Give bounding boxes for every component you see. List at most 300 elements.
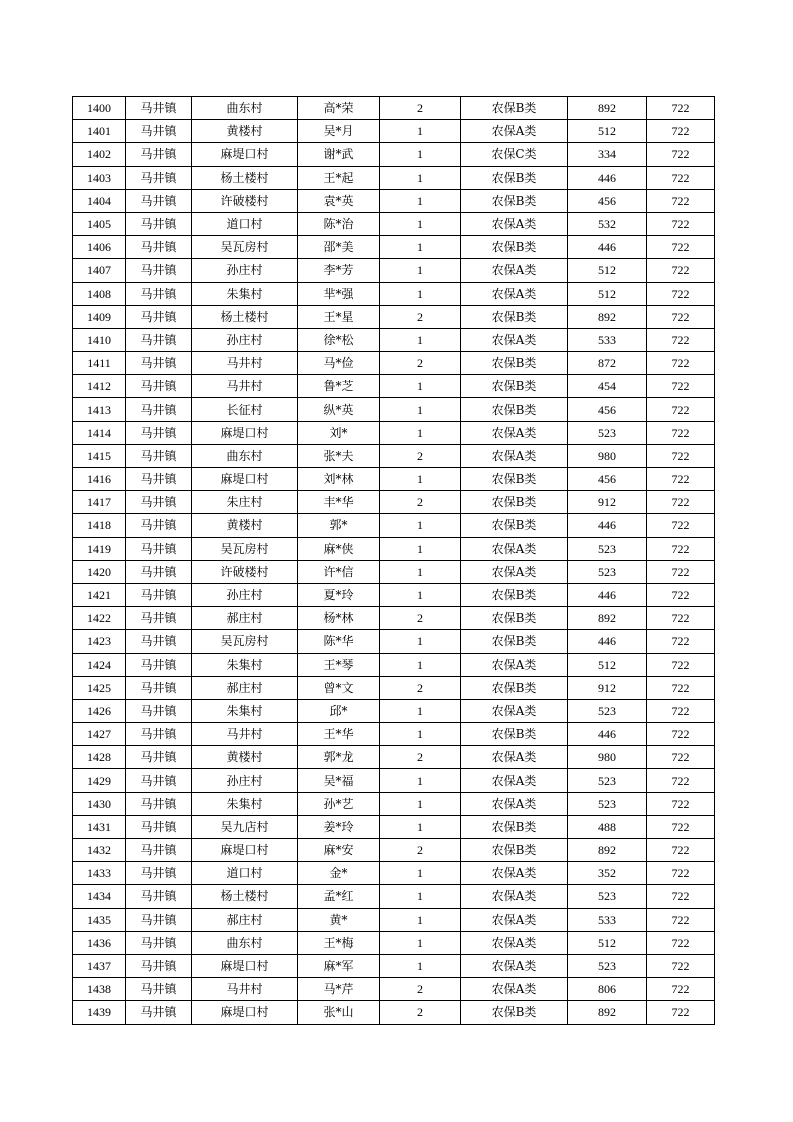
town-cell: 马井镇 [126,537,192,560]
town-cell: 马井镇 [126,978,192,1001]
table-row [73,653,715,676]
table-row [73,954,715,977]
amount-cell: 892 [568,305,647,328]
table-row [73,931,715,954]
standard-cell: 722 [647,189,715,212]
amount-cell: 523 [568,699,647,722]
village-cell: 马井村 [192,352,298,375]
village-cell: 吴瓦房村 [192,537,298,560]
standard-cell: 722 [647,885,715,908]
serial-cell: 1400 [73,97,126,120]
count-cell: 1 [380,885,461,908]
count-cell: 1 [380,468,461,491]
serial-cell: 1410 [73,328,126,351]
amount-cell: 523 [568,560,647,583]
name-cell: 吴*月 [298,120,380,143]
village-cell: 麻堤口村 [192,1001,298,1024]
table-row [73,143,715,166]
town-cell: 马井镇 [126,746,192,769]
standard-cell: 722 [647,723,715,746]
village-cell: 黄楼村 [192,514,298,537]
table-row [73,305,715,328]
standard-cell: 722 [647,491,715,514]
standard-cell: 722 [647,352,715,375]
village-cell: 麻堤口村 [192,839,298,862]
count-cell: 2 [380,676,461,699]
table-body [73,97,715,1025]
table-row [73,792,715,815]
category-cell: 农保B类 [461,607,568,630]
town-cell: 马井镇 [126,699,192,722]
category-cell: 农保A类 [461,908,568,931]
name-cell: 麻*军 [298,954,380,977]
town-cell: 马井镇 [126,607,192,630]
name-cell: 麻*安 [298,839,380,862]
amount-cell: 446 [568,630,647,653]
amount-cell: 512 [568,653,647,676]
count-cell: 2 [380,491,461,514]
serial-cell: 1419 [73,537,126,560]
village-cell: 郝庄村 [192,908,298,931]
table-row [73,421,715,444]
standard-cell: 722 [647,328,715,351]
standard-cell: 722 [647,166,715,189]
standard-cell: 722 [647,259,715,282]
count-cell: 1 [380,815,461,838]
count-cell: 1 [380,120,461,143]
standard-cell: 722 [647,607,715,630]
count-cell: 2 [380,352,461,375]
count-cell: 2 [380,1001,461,1024]
amount-cell: 523 [568,954,647,977]
amount-cell: 912 [568,676,647,699]
town-cell: 马井镇 [126,839,192,862]
town-cell: 马井镇 [126,328,192,351]
village-cell: 曲东村 [192,444,298,467]
amount-cell: 512 [568,282,647,305]
category-cell: 农保B类 [461,398,568,421]
serial-cell: 1409 [73,305,126,328]
name-cell: 马*芹 [298,978,380,1001]
amount-cell: 456 [568,398,647,421]
name-cell: 郭*龙 [298,746,380,769]
count-cell: 1 [380,143,461,166]
category-cell: 农保B类 [461,839,568,862]
amount-cell: 523 [568,885,647,908]
name-cell: 姜*玲 [298,815,380,838]
town-cell: 马井镇 [126,931,192,954]
standard-cell: 722 [647,583,715,606]
amount-cell: 892 [568,1001,647,1024]
town-cell: 马井镇 [126,166,192,189]
amount-cell: 512 [568,931,647,954]
town-cell: 马井镇 [126,653,192,676]
standard-cell: 722 [647,444,715,467]
category-cell: 农保A类 [461,560,568,583]
standard-cell: 722 [647,236,715,259]
amount-cell: 806 [568,978,647,1001]
table-row [73,189,715,212]
category-cell: 农保B类 [461,352,568,375]
table-row [73,236,715,259]
standard-cell: 722 [647,143,715,166]
amount-cell: 980 [568,444,647,467]
standard-cell: 722 [647,421,715,444]
serial-cell: 1404 [73,189,126,212]
serial-cell: 1413 [73,398,126,421]
town-cell: 马井镇 [126,769,192,792]
serial-cell: 1425 [73,676,126,699]
standard-cell: 722 [647,769,715,792]
amount-cell: 334 [568,143,647,166]
category-cell: 农保A类 [461,259,568,282]
category-cell: 农保B类 [461,676,568,699]
table-row [73,282,715,305]
table-row [73,120,715,143]
amount-cell: 454 [568,375,647,398]
amount-cell: 533 [568,908,647,931]
village-cell: 孙庄村 [192,259,298,282]
table-row [73,746,715,769]
standard-cell: 722 [647,699,715,722]
standard-cell: 722 [647,537,715,560]
standard-cell: 722 [647,862,715,885]
category-cell: 农保B类 [461,375,568,398]
category-cell: 农保B类 [461,189,568,212]
count-cell: 1 [380,375,461,398]
table-row [73,978,715,1001]
table-row [73,468,715,491]
serial-cell: 1430 [73,792,126,815]
standard-cell: 722 [647,560,715,583]
serial-cell: 1432 [73,839,126,862]
serial-cell: 1431 [73,815,126,838]
town-cell: 马井镇 [126,236,192,259]
town-cell: 马井镇 [126,352,192,375]
count-cell: 1 [380,328,461,351]
town-cell: 马井镇 [126,189,192,212]
name-cell: 丰*华 [298,491,380,514]
serial-cell: 1420 [73,560,126,583]
standard-cell: 722 [647,954,715,977]
serial-cell: 1408 [73,282,126,305]
count-cell: 1 [380,954,461,977]
amount-cell: 892 [568,607,647,630]
serial-cell: 1436 [73,931,126,954]
category-cell: 农保A类 [461,746,568,769]
table-row [73,630,715,653]
category-cell: 农保A类 [461,699,568,722]
count-cell: 2 [380,839,461,862]
name-cell: 谢*武 [298,143,380,166]
count-cell: 1 [380,398,461,421]
serial-cell: 1421 [73,583,126,606]
name-cell: 邱* [298,699,380,722]
name-cell: 王*梅 [298,931,380,954]
village-cell: 曲东村 [192,931,298,954]
name-cell: 孟*红 [298,885,380,908]
count-cell: 1 [380,421,461,444]
village-cell: 麻堤口村 [192,421,298,444]
serial-cell: 1412 [73,375,126,398]
category-cell: 农保A类 [461,421,568,444]
town-cell: 马井镇 [126,305,192,328]
town-cell: 马井镇 [126,954,192,977]
amount-cell: 446 [568,723,647,746]
table-row [73,514,715,537]
village-cell: 杨土楼村 [192,305,298,328]
town-cell: 马井镇 [126,514,192,537]
data-table [72,96,715,1025]
serial-cell: 1418 [73,514,126,537]
table-row [73,885,715,908]
village-cell: 孙庄村 [192,328,298,351]
town-cell: 马井镇 [126,491,192,514]
count-cell: 1 [380,537,461,560]
serial-cell: 1407 [73,259,126,282]
serial-cell: 1414 [73,421,126,444]
town-cell: 马井镇 [126,468,192,491]
category-cell: 农保A类 [461,862,568,885]
village-cell: 郝庄村 [192,676,298,699]
name-cell: 纵*英 [298,398,380,421]
town-cell: 马井镇 [126,97,192,120]
name-cell: 袁*英 [298,189,380,212]
village-cell: 曲东村 [192,97,298,120]
count-cell: 1 [380,931,461,954]
count-cell: 1 [380,792,461,815]
table-row [73,259,715,282]
count-cell: 2 [380,97,461,120]
name-cell: 杨*林 [298,607,380,630]
category-cell: 农保A类 [461,120,568,143]
village-cell: 朱集村 [192,282,298,305]
category-cell: 农保B类 [461,236,568,259]
category-cell: 农保A类 [461,885,568,908]
standard-cell: 722 [647,398,715,421]
count-cell: 2 [380,978,461,1001]
town-cell: 马井镇 [126,143,192,166]
count-cell: 1 [380,908,461,931]
standard-cell: 722 [647,514,715,537]
name-cell: 邵*美 [298,236,380,259]
serial-cell: 1438 [73,978,126,1001]
name-cell: 鲁*芝 [298,375,380,398]
count-cell: 1 [380,282,461,305]
count-cell: 1 [380,583,461,606]
village-cell: 朱集村 [192,792,298,815]
count-cell: 2 [380,444,461,467]
amount-cell: 446 [568,166,647,189]
amount-cell: 512 [568,120,647,143]
village-cell: 许破楼村 [192,189,298,212]
village-cell: 杨土楼村 [192,885,298,908]
name-cell: 王*华 [298,723,380,746]
town-cell: 马井镇 [126,120,192,143]
category-cell: 农保A类 [461,653,568,676]
serial-cell: 1435 [73,908,126,931]
town-cell: 马井镇 [126,259,192,282]
table-row [73,212,715,235]
category-cell: 农保B类 [461,491,568,514]
town-cell: 马井镇 [126,560,192,583]
name-cell: 陈*华 [298,630,380,653]
amount-cell: 446 [568,514,647,537]
standard-cell: 722 [647,305,715,328]
category-cell: 农保A类 [461,792,568,815]
town-cell: 马井镇 [126,282,192,305]
table-row [73,537,715,560]
name-cell: 许*信 [298,560,380,583]
village-cell: 马井村 [192,723,298,746]
amount-cell: 512 [568,259,647,282]
count-cell: 1 [380,723,461,746]
standard-cell: 722 [647,839,715,862]
count-cell: 2 [380,305,461,328]
town-cell: 马井镇 [126,885,192,908]
table-row [73,328,715,351]
village-cell: 吴瓦房村 [192,236,298,259]
serial-cell: 1406 [73,236,126,259]
village-cell: 道口村 [192,862,298,885]
serial-cell: 1433 [73,862,126,885]
name-cell: 黄* [298,908,380,931]
amount-cell: 980 [568,746,647,769]
village-cell: 许破楼村 [192,560,298,583]
serial-cell: 1417 [73,491,126,514]
category-cell: 农保B类 [461,1001,568,1024]
standard-cell: 722 [647,908,715,931]
serial-cell: 1423 [73,630,126,653]
table-row [73,398,715,421]
count-cell: 1 [380,259,461,282]
town-cell: 马井镇 [126,862,192,885]
table-row [73,607,715,630]
standard-cell: 722 [647,653,715,676]
town-cell: 马井镇 [126,908,192,931]
town-cell: 马井镇 [126,1001,192,1024]
standard-cell: 722 [647,630,715,653]
category-cell: 农保B类 [461,514,568,537]
amount-cell: 446 [568,583,647,606]
serial-cell: 1428 [73,746,126,769]
village-cell: 朱集村 [192,699,298,722]
amount-cell: 523 [568,421,647,444]
town-cell: 马井镇 [126,212,192,235]
category-cell: 农保B类 [461,468,568,491]
standard-cell: 722 [647,212,715,235]
serial-cell: 1437 [73,954,126,977]
town-cell: 马井镇 [126,815,192,838]
count-cell: 1 [380,630,461,653]
count-cell: 1 [380,212,461,235]
name-cell: 马*俭 [298,352,380,375]
village-cell: 朱庄村 [192,491,298,514]
category-cell: 农保A类 [461,444,568,467]
town-cell: 马井镇 [126,583,192,606]
amount-cell: 892 [568,97,647,120]
name-cell: 李*芳 [298,259,380,282]
category-cell: 农保B类 [461,630,568,653]
category-cell: 农保A类 [461,537,568,560]
name-cell: 麻*侠 [298,537,380,560]
category-cell: 农保B类 [461,815,568,838]
name-cell: 高*荣 [298,97,380,120]
town-cell: 马井镇 [126,421,192,444]
standard-cell: 722 [647,746,715,769]
table-row [73,583,715,606]
name-cell: 张*夫 [298,444,380,467]
name-cell: 孙*艺 [298,792,380,815]
town-cell: 马井镇 [126,792,192,815]
name-cell: 芈*强 [298,282,380,305]
serial-cell: 1416 [73,468,126,491]
village-cell: 杨土楼村 [192,166,298,189]
table-row [73,166,715,189]
village-cell: 孙庄村 [192,583,298,606]
category-cell: 农保A类 [461,978,568,1001]
count-cell: 1 [380,560,461,583]
amount-cell: 352 [568,862,647,885]
table-row [73,699,715,722]
name-cell: 金* [298,862,380,885]
table-row [73,723,715,746]
serial-cell: 1439 [73,1001,126,1024]
name-cell: 刘* [298,421,380,444]
name-cell: 夏*玲 [298,583,380,606]
town-cell: 马井镇 [126,398,192,421]
village-cell: 黄楼村 [192,120,298,143]
table-row [73,1001,715,1024]
serial-cell: 1427 [73,723,126,746]
serial-cell: 1403 [73,166,126,189]
serial-cell: 1429 [73,769,126,792]
standard-cell: 722 [647,676,715,699]
count-cell: 1 [380,862,461,885]
category-cell: 农保B类 [461,166,568,189]
village-cell: 马井村 [192,375,298,398]
name-cell: 王*起 [298,166,380,189]
category-cell: 农保B类 [461,583,568,606]
serial-cell: 1415 [73,444,126,467]
name-cell: 王*琴 [298,653,380,676]
table-row [73,375,715,398]
count-cell: 1 [380,514,461,537]
town-cell: 马井镇 [126,723,192,746]
category-cell: 农保A类 [461,954,568,977]
count-cell: 1 [380,769,461,792]
serial-cell: 1402 [73,143,126,166]
table-row [73,560,715,583]
village-cell: 马井村 [192,978,298,1001]
town-cell: 马井镇 [126,444,192,467]
standard-cell: 722 [647,120,715,143]
village-cell: 吴九店村 [192,815,298,838]
amount-cell: 523 [568,792,647,815]
name-cell: 吴*福 [298,769,380,792]
amount-cell: 488 [568,815,647,838]
amount-cell: 523 [568,537,647,560]
category-cell: 农保A类 [461,931,568,954]
count-cell: 1 [380,189,461,212]
table-row [73,908,715,931]
category-cell: 农保B类 [461,723,568,746]
village-cell: 吴瓦房村 [192,630,298,653]
count-cell: 1 [380,699,461,722]
name-cell: 徐*松 [298,328,380,351]
category-cell: 农保C类 [461,143,568,166]
standard-cell: 722 [647,815,715,838]
